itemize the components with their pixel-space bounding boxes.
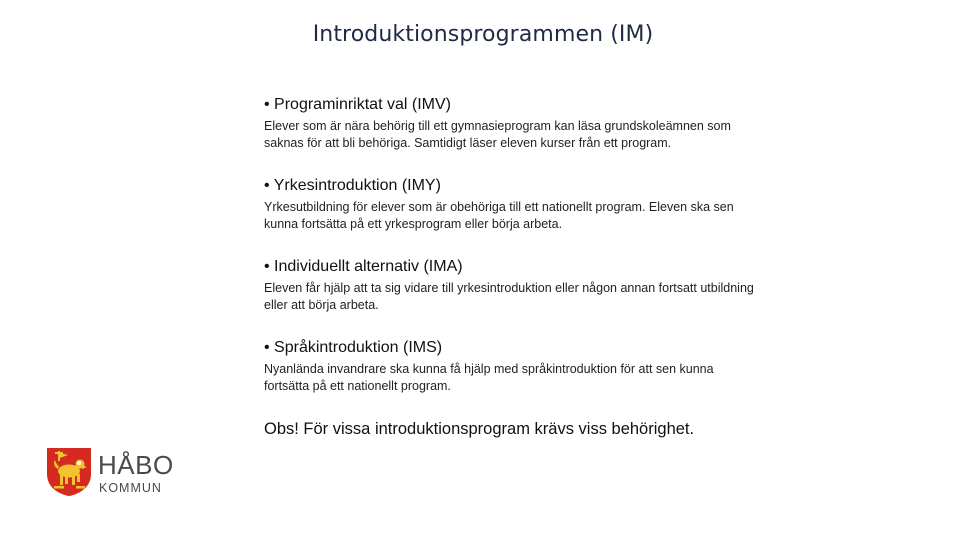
program-heading: • Yrkesintroduktion (IMY) (264, 177, 441, 194)
logo-subtitle: KOMMUN (99, 481, 162, 495)
slide-title: Introduktionsprogrammen (IM) (312, 22, 654, 47)
habo-kommun-logo (46, 447, 186, 499)
program-heading: • Individuellt alternativ (IMA) (264, 258, 463, 275)
coat-of-arms-icon (46, 447, 92, 497)
program-item-imv (264, 95, 764, 151)
logo-name: HÅBO (98, 450, 174, 480)
program-item-ima (264, 257, 764, 313)
program-heading: • Programinriktat val (IMV) (264, 96, 451, 113)
eligibility-note: Obs! För vissa introduktionsprogram krävs viss behörighet. (264, 420, 695, 438)
program-description: Elever som är nära behörig till ett gymnasieprogram kan läsa grundskoleämnen som saknas för att bli behöriga. Samtidigt läser eleven kurser från ett program. (264, 119, 731, 150)
program-description: Yrkesutbildning för elever som är obehöriga till ett nationellt program. Eleven ska sen kunna fortsätta på ett yrkesprogram eller börja arbeta. (264, 200, 734, 231)
program-description: Nyanlända invandrare ska kunna få hjälp med språkintroduktion för att sen kunna fortsätta på ett nationellt program. (264, 362, 714, 393)
program-item-ims (264, 338, 764, 394)
program-description: Eleven får hjälp att ta sig vidare till yrkesintroduktion eller någon annan fortsatt utbildning eller att börja arbeta. (264, 281, 754, 312)
program-list (264, 95, 764, 394)
program-item-imy (264, 176, 764, 232)
program-heading: • Språkintroduktion (IMS) (264, 339, 443, 356)
